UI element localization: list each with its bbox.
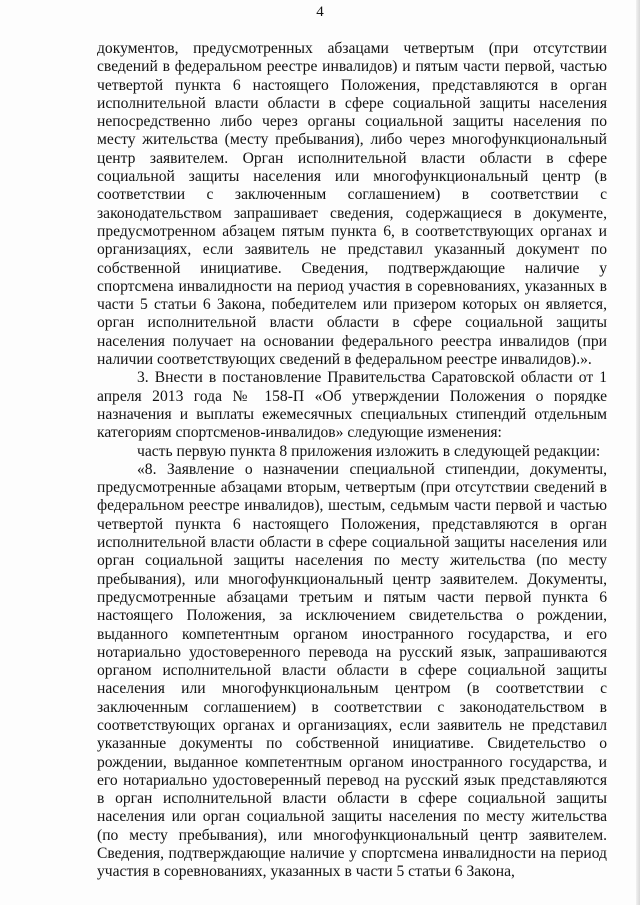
paragraph-instruction: часть первую пункта 8 приложения изложить в следующей редакции: <box>137 442 601 460</box>
document-body <box>97 40 607 882</box>
paragraph-continuation: документов, предусмотренных абзацами четвертым (при отсутствии сведений в федеральном реестре инвалидов) и пятым части первой, частью четвертой пункта 6 настоящего Положения, представляются в орган исполнительной власти области в сфере социальной защиты населения непосредственно либо через органы социальной защиты населения по месту жительства (месту пребывания), либо через многофункциональный центр заявителем. Орган исполнительной власти области в сфере социальной защиты населения или многофункциональный центр (в соответствии с заключенным соглашением) в соответствии с законодательством запрашивает сведения, содержащиеся в документе, предусмотренном абзацем пятым пункта 6, в соответствующих органах и организациях, если заявитель не представил указанный документ по собственной инициативе. Сведения, подтверждающие наличие у спортсмена инвалидности на период участия в соревнованиях, указанных в части 5 статьи 6 Закона, победителем или призером которых он является, орган исполнительной власти области в сфере социальной защиты населения получает на основании федерального реестра инвалидов (при наличии соответствующих сведений в федеральном реестре инвалидов).». <box>97 40 607 369</box>
page-number: 4 <box>316 4 324 20</box>
paragraph-item-8-text: «8. Заявление о назначении специальной стипендии, документы, предусмотренные абзацами вторым, четвертым (при отсутствии сведений в федеральном реестре инвалидов), шестым, седьмым части первой и частью четвертой пункта 6 настоящего Положения, представляются в орган исполнительной власти области в сфере социальной защиты населения или орган социальной защиты населения по месту жительства (по месту пребывания), или многофункциональный центр заявителем. Документы, предусмотренные абзацами третьим и пятым части первой пункта 6 настоящего Положения, за исключением свидетельства о рождении, выданного компетентным органом иностранного государства, и его нотариально удостоверенного перевода на русский язык, запрашиваются органом исполнительной власти области в сфере социальной защиты населения или многофункциональным центром (в соответствии с заключенным соглашением) в соответствии с законодательством в соответствующих органах и организациях, если заявитель не представил указанные документы по собственной инициативе. Свидетельство о рождении, выданное компетентным органом иностранного государства, и его нотариально удостоверенный перевод на русский язык представляются в орган исполнительной власти области в сфере социальной защиты населения или орган социальной защиты населения по месту жительства (по месту пребывания), или многофункциональный центр заявителем. Сведения, подтверждающие наличие у спортсмена инвалидности на период участия в соревнованиях, указанных в части 5 статьи 6 Закона, <box>97 460 607 881</box>
paragraph-item-3: 3. Внести в постановление Правительства Саратовской области от 1 апреля 2013 года № 158-П «Об утверждении Положения о порядке назначения и выплаты ежемесячных специальных стипендий отдельным категориям спортсменов-инвалидов» следующие изменения: <box>97 369 607 442</box>
scan-edge <box>636 0 640 905</box>
